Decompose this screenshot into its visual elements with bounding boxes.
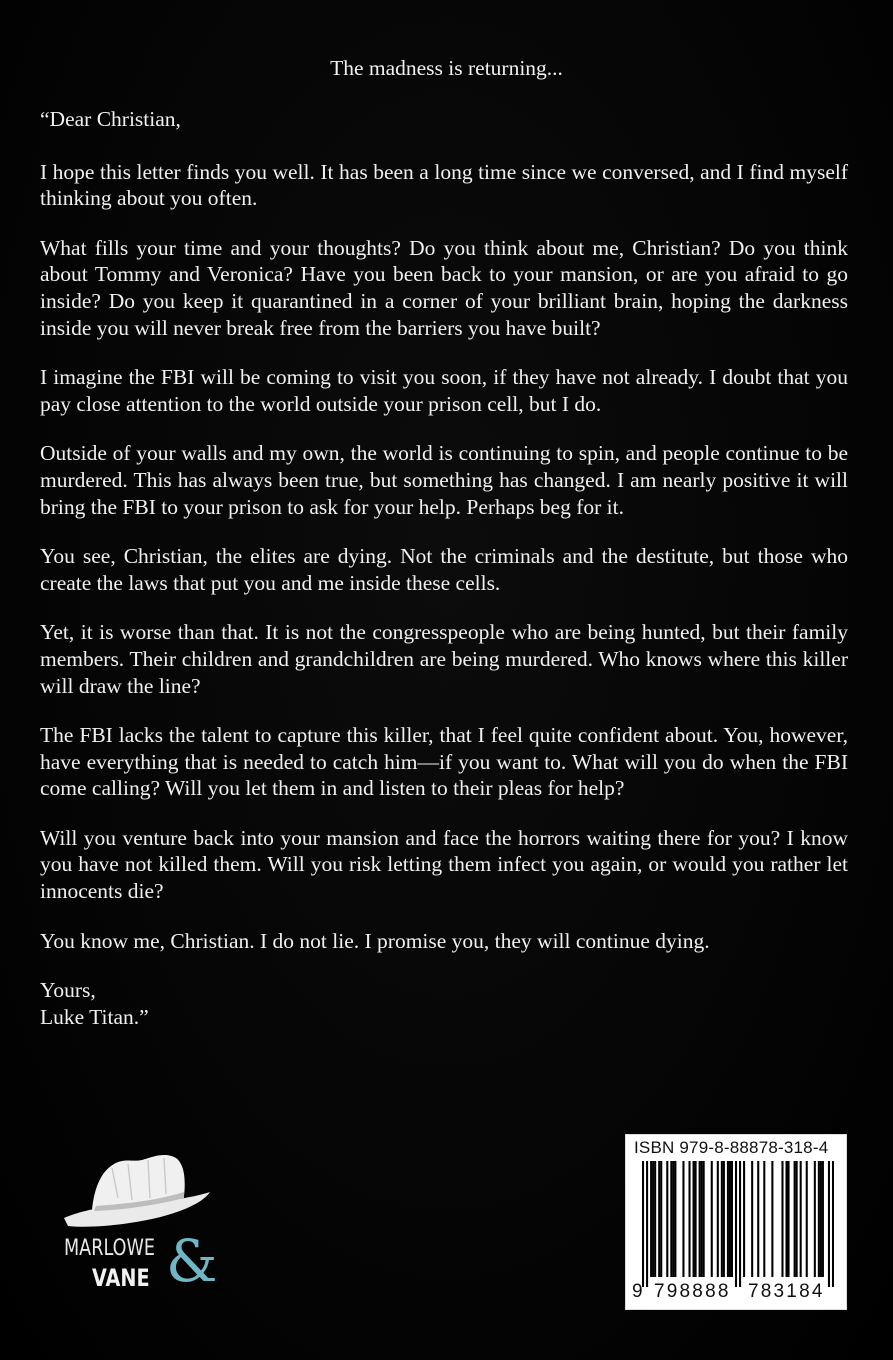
barcode-bar bbox=[822, 1161, 824, 1277]
letter-paragraph: I hope this letter finds you well. It has been a long time since we conversed, and I find myself thinking about you often. bbox=[40, 159, 848, 211]
barcode-bar bbox=[721, 1161, 723, 1277]
barcode-bar bbox=[739, 1161, 741, 1287]
publisher-name-line2: VANE bbox=[92, 1264, 150, 1292]
barcode-bar bbox=[703, 1161, 705, 1277]
tagline: The madness is returning... bbox=[330, 56, 563, 80]
barcode-bar bbox=[751, 1161, 753, 1277]
letter-paragraph: Yet, it is worse than that. It is not the congresspeople who are being hunted, but their family members. Their children and grandchildren are being murdered. Who knows where this killer will draw the line? bbox=[40, 620, 848, 698]
letter-body bbox=[40, 106, 848, 1030]
barcode-bar bbox=[693, 1161, 695, 1277]
barcode-bar bbox=[781, 1161, 783, 1277]
letter-paragraph: The FBI lacks the talent to capture this killer, that I feel quite confident about. You, however, have everything that is needed to catch him—if you want to. What will you do when the FBI come calling? Will you let them in and listen to their pleas for help? bbox=[40, 723, 848, 801]
barcode-bar bbox=[828, 1161, 830, 1287]
barcode-bar bbox=[711, 1161, 713, 1277]
barcode-bar bbox=[735, 1161, 737, 1287]
letter-salutation: “Dear Christian, bbox=[40, 107, 181, 131]
barcode-bar bbox=[794, 1161, 796, 1277]
barcode-bar bbox=[699, 1161, 701, 1277]
letter-paragraph: Will you venture back into your mansion and face the horrors waiting there for you? I know you have not killed them. Will you risk letting them infect you again, or would you rather let innocents die? bbox=[40, 825, 848, 904]
barcode-bar bbox=[658, 1161, 660, 1277]
barcode-bar bbox=[672, 1161, 674, 1277]
barcode-bar bbox=[788, 1161, 790, 1277]
barcode-bar bbox=[727, 1161, 729, 1277]
isbn-barcode bbox=[625, 1134, 847, 1310]
barcode-bar bbox=[814, 1161, 816, 1277]
letter-paragraph: I imagine the FBI will be coming to visit you soon, if they have not already. I doubt that you pay close attention to the world outside your prison cell, but I do. bbox=[40, 365, 848, 416]
barcode-bar bbox=[806, 1161, 808, 1277]
barcode-bar bbox=[688, 1161, 690, 1277]
letter-signoff bbox=[40, 977, 848, 1030]
barcode-bar bbox=[723, 1161, 725, 1277]
letter-paragraph: You know me, Christian. I do not lie. I promise you, they will continue dying. bbox=[40, 928, 710, 953]
barcode-bar bbox=[654, 1161, 656, 1277]
publisher-name-line1: MARLOWE bbox=[64, 1236, 156, 1261]
barcode-bar bbox=[796, 1161, 798, 1277]
letter-paragraph: You see, Christian, the elites are dying. Not the criminals and the destitute, but those who create the laws that put you and me inside these cells. bbox=[40, 544, 848, 595]
barcode-bar bbox=[818, 1161, 820, 1277]
barcode-bar bbox=[785, 1161, 787, 1277]
barcode-digits-left: 798888 bbox=[654, 1281, 731, 1302]
publisher-ampersand: & bbox=[166, 1227, 218, 1295]
letter-paragraph: Outside of your walls and my own, the world is continuing to spin, and people continue to be murdered. This has always been true, but something has changed. I am nearly positive it will bring the FBI to your prison to ask for your help. Perhaps beg for it. bbox=[40, 441, 848, 519]
publisher-logo bbox=[62, 1148, 222, 1300]
letter-closing: Yours, bbox=[40, 978, 96, 1003]
barcode-bar bbox=[729, 1161, 731, 1277]
barcode-bar bbox=[682, 1161, 684, 1277]
barcode-bar bbox=[717, 1161, 719, 1277]
barcode-bar bbox=[820, 1161, 822, 1277]
barcode-bars bbox=[642, 1161, 834, 1287]
barcode-bar bbox=[670, 1161, 672, 1277]
barcode-bar bbox=[646, 1161, 648, 1287]
barcode-bar bbox=[743, 1161, 745, 1277]
barcode-bar bbox=[832, 1161, 834, 1287]
barcode-bar bbox=[660, 1161, 662, 1277]
barcode-digits-right: 783184 bbox=[748, 1281, 825, 1302]
barcode-bar bbox=[763, 1161, 765, 1277]
barcode-bar bbox=[695, 1161, 697, 1277]
barcode-bar bbox=[666, 1161, 668, 1277]
barcode-bar bbox=[650, 1161, 652, 1277]
barcode-bar bbox=[674, 1161, 676, 1277]
isbn-label: ISBN 979-8-88878-318-4 bbox=[634, 1138, 829, 1157]
barcode-bar bbox=[642, 1161, 644, 1287]
barcode-bar bbox=[701, 1161, 703, 1277]
barcode-bar bbox=[757, 1161, 759, 1277]
barcode-bar bbox=[800, 1161, 802, 1277]
letter-signature: Luke Titan.” bbox=[40, 1004, 149, 1029]
barcode-bar bbox=[652, 1161, 654, 1277]
barcode-bar bbox=[731, 1161, 733, 1277]
letter-paragraph: What fills your time and your thoughts? Do you think about me, Christian? Do you think about Tommy and Veronica? Have you been back to your mansion, or are you afraid to go inside? Do you keep it quarantined in a corner of your brilliant brain, hoping the darkness inside you will never break free from the barriers you have built? bbox=[40, 235, 848, 340]
barcode-bar bbox=[771, 1161, 773, 1277]
barcode-digit-lead: 9 bbox=[632, 1281, 643, 1302]
